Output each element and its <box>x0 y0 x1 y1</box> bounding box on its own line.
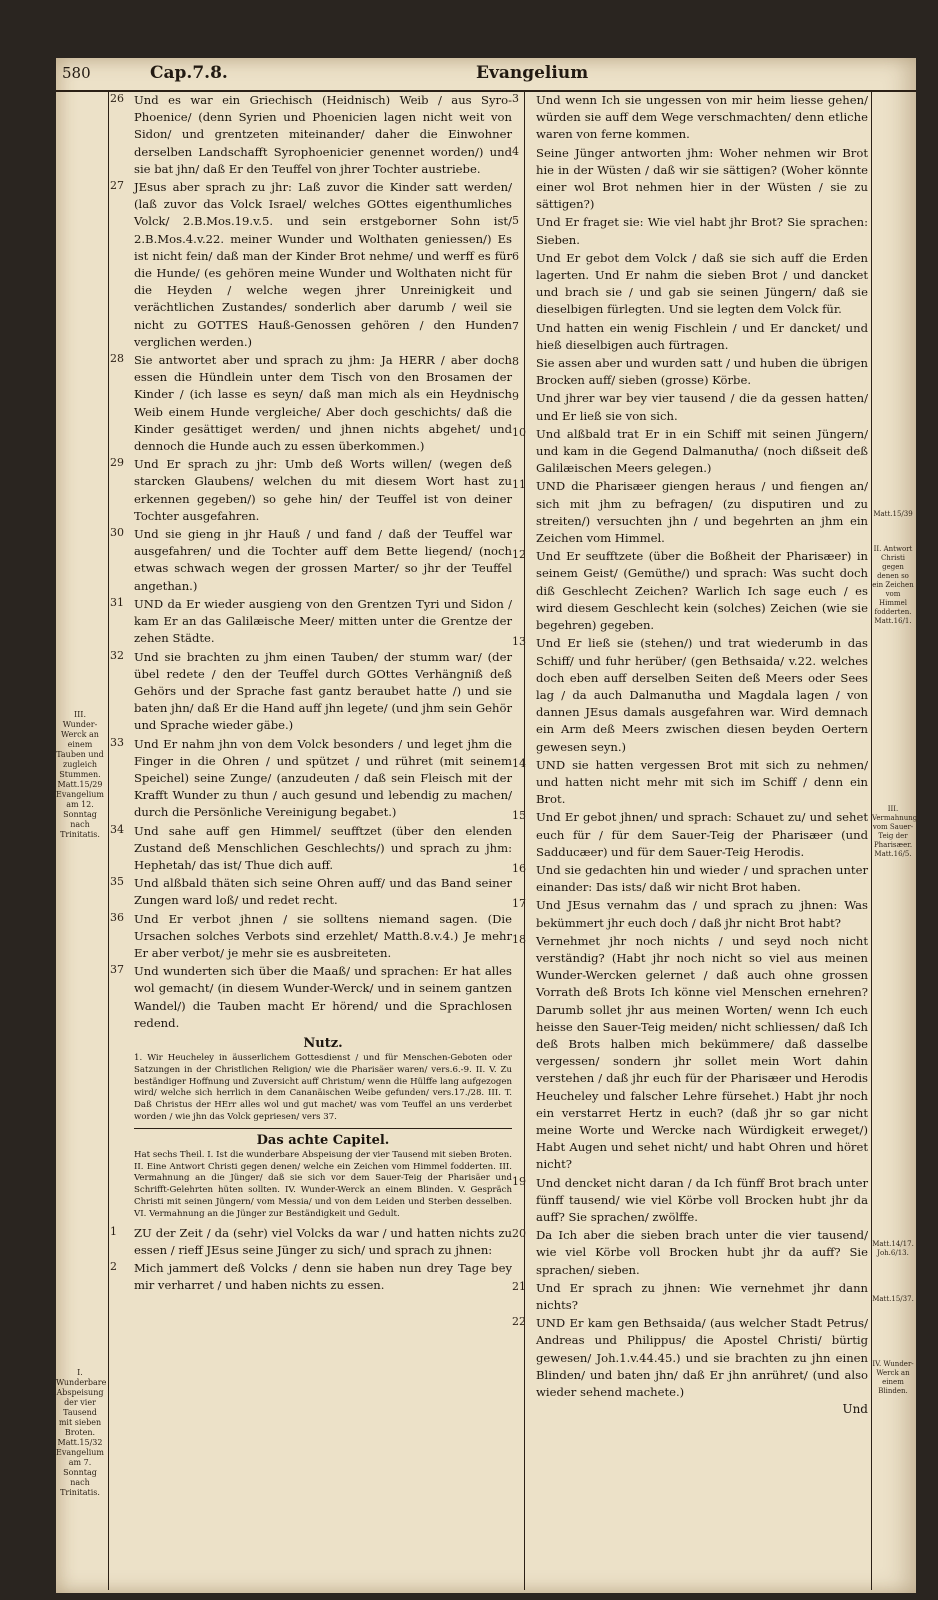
catchword: Und <box>842 1402 868 1417</box>
verse: 7 Und hatten ein wenig Fischlein / und Er dancket/ und hieß dieselbigen auch fürtragen. <box>512 319 868 352</box>
chapter-reference: Cap.7.8. <box>150 63 228 83</box>
margin-note: Matt.15/37. <box>872 1295 914 1303</box>
verse: 14 UND sie hatten vergessen Brot mit sich zu nehmen/ und hatten nicht mehr mit sich im Schiff / denn ein Brot. <box>512 756 868 807</box>
book-page <box>56 58 916 1593</box>
margin-note: Matt.14/17. Joh.6/13. <box>872 1240 914 1257</box>
verse: 3 Und wenn Ich sie ungessen von mir heim liesse gehen/ würden sie auff dem Wege verschmachten/ denn etliche waren von ferne kommen. <box>512 92 868 142</box>
nutz-heading: Nutz. <box>303 1035 343 1051</box>
left-text-column <box>110 92 512 1295</box>
chapter-heading: Das achte Capitel. <box>134 1128 512 1148</box>
margin-note: III. Wunder-Werck an einem Tauben und zugleich Stummen. Matt.15/29 Evangelium am 12. Sonntag nach Trinitatis. <box>56 710 104 839</box>
verse: 27 JEsus aber sprach zu jhr: Laß zuvor die Kinder satt werden/ (laß zuvor das Volck Israel/ welches GOttes eigenthumliches Volck/ 2.B.Mos.19.v.5. und sein erstgeborner Sohn ist/ 2.B.Mos.4.v.22. meiner Wunder und Wolthaten geniessen/) Es ist nicht fein/ daß man der Kinder Brot nehme/ und werff es für die Hunde/ (es gehören meine Wunder und Wolthaten nicht für die Heyden / welche wegen jhrer Unreinigkeit und verächtlichen Zustandes/ sonderlich aber darumb / weil sie nicht zu GOTTES Hauß-Genossen gehören / den Hunden verglichen werden.) <box>110 179 512 349</box>
verse: 12 Und Er seufftzete (über die Boßheit der Pharisæer) in seinem Geist/ (Gemüthe/) und sprach: Was sucht doch diß Geschlecht Zeichen? Warlich Ich sage euch / es wird diesem Geschlecht kein (solches) Zeichen (wie sie begehren) gegeben. <box>512 548 868 633</box>
verse: 35 Und alßbald thäten sich seine Ohren auff/ und das Band seiner Zungen ward loß/ und redet recht. <box>110 875 512 908</box>
verse: 9 Und jhrer war bey vier tausend / die da gessen hatten/ und Er ließ sie von sich. <box>512 390 868 423</box>
verse: 1 ZU der Zeit / da (sehr) viel Volcks da war / und hatten nichts zu essen / rieff JEsus seine Jünger zu sich/ und sprach zu jhnen: <box>110 1224 512 1257</box>
page-number: 580 <box>62 64 91 82</box>
verse: 31 UND da Er wieder ausgieng von den Grentzen Tyri und Sidon / kam Er an das Galilæische Meer/ mitten unter die Grentze der zehen Städte. <box>110 595 512 646</box>
verse: 4 Seine Jünger antworten jhm: Woher nehmen wir Brot hie in der Wüsten / daß wir sie sättigen? (Woher könnte einer wol Brot nehmen hier in der Wüsten / sie zu sättigen?) <box>512 144 868 212</box>
verse: 6 Und Er gebot dem Volck / daß sie sich auff die Erden lagerten. Und Er nahm die sieben Brot / und dancket und brach sie / und gab sie seinen Jüngern/ daß sie dieselbigen fürlegten. Und sie legten dem Volck für. <box>512 249 868 317</box>
verse: 19 Und dencket nicht daran / da Ich fünff Brot brach unter fünff tausend/ wie viel Körbe voll Brocken hubt jhr da auff? Sie sprachen/ zwölffe. <box>512 1174 868 1224</box>
margin-note: II. Antwort Christi gegen denen so ein Zeichen vom Himmel fodderten. Matt.16/1. <box>872 545 914 625</box>
verse: 8 Sie assen aber und wurden satt / und huben die übrigen Brocken auff/ sieben (grosse) Körbe. <box>512 355 868 388</box>
verse: 20 Da Ich aber die sieben brach unter die vier tausend/ wie viel Körbe voll Brocken hubt jhr da auff? Sie sprachen/ sieben. <box>512 1227 868 1277</box>
page-header <box>56 58 916 92</box>
verse: 22 UND Er kam gen Bethsaida/ (aus welcher Stadt Petrus/ Andreas und Philippus/ die Apostel Christi/ bürtig gewesen/ Joh.1.v.44.45.) und sie brachten zu jhn einen Blinden/ und baten jhn/ daß Er jhn anrühret/ (und also wieder sehend machete.) <box>512 1315 868 1400</box>
verse: 13 Und Er ließ sie (stehen/) und trat wiederumb in das Schiff/ und fuhr herüber/ (gen Bethsaida/ v.22. welches doch eben auff derselben Seiten deß Meers oder Sees lag / da auch Dalmanutha und Magdala lagen / von dannen JEsus damals ausgefahren war. Wird demnach ein Arm deß Meers zwischen diesen beyden Oertern gewesen seyn.) <box>512 635 868 754</box>
right-text-column <box>512 92 868 1417</box>
verse: 21 Und Er sprach zu jhnen: Wie vernehmet jhr dann nichts? <box>512 1279 868 1313</box>
margin-note: III. Vermahnung vom Sauer-Teig der Pharisæer. Matt.16/5. <box>872 805 918 858</box>
left-margin <box>56 90 106 1593</box>
verse: 16 Und sie gedachten hin und wieder / und sprachen unter einander: Das ists/ daß wir nicht Brot haben. <box>512 861 868 895</box>
left-margin-rule <box>108 90 109 1590</box>
verse: 33 Und Er nahm jhn von dem Volck besonders / und leget jhm die Finger in die Ohren / und spützet / und rühret (mit seinem Speichel) seine Zunge/ (anzudeuten / daß sein Fleisch mit der Krafft Wunder zu thun / auch gesund und lebendig zu machen/ durch die Persönliche Vereinigung begabet.) <box>110 735 512 820</box>
margin-note: Matt.15/39 <box>873 510 913 518</box>
verse: 29 Und Er sprach zu jhr: Umb deß Worts willen/ (wegen deß starcken Glaubens/ welchen du mit diesem Wort hast zu erkennen gegeben/) so gehe hin/ der Teuffel ist von deiner Tochter ausgefahren. <box>110 456 512 523</box>
verse: 30 Und sie gieng in jhr Hauß / und fand / daß der Teuffel war ausgefahren/ und die Tochter auff dem Bette liegend/ (noch etwas schwach wegen der grossen Marter/ so jhr der Teuffel angethan.) <box>110 526 512 593</box>
margin-note: I. Wunderbare Abspeisung der vier Tausend mit sieben Broten. Matt.15/32 Evangelium am 7. Sonntag nach Trinitatis. <box>56 1368 107 1497</box>
verse: 17 Und JEsus vernahm das / und sprach zu jhnen: Was bekümmert jhr euch doch / daß jhr nicht Brot habt? <box>512 897 868 930</box>
verse: 32 Und sie brachten zu jhm einen Tauben/ der stumm war/ (der übel redete / den der Teuffel durch GOttes Verhängniß deß Gehörs und der Sprache fast gantz beraubet hatte /) und sie baten jhn/ daß Er die Hand auff jhn legete/ (und jhm sein Gehör und Sprache wieder gäbe.) <box>110 648 512 733</box>
verse: 37 Und wunderten sich über die Maaß/ und sprachen: Er hat alles wol gemacht/ (in diesem Wunder-Werck/ und in seinem gantzen Wandel/) die Tauben macht Er hörend/ und die Sprachlosen redend. <box>110 963 512 1030</box>
verse: 26 Und es war ein Griechisch (Heidnisch) Weib / aus Syro-Phoenice/ (denn Syrien und Phoenicien lagen nicht weit von Sidon/ und grentzeten miteinander/ daher die Einwohner derselben Landschafft Syrophoenicier genennet worden/) und sie bat jhn/ daß Er den Teuffel von jhrer Tochter austriebe. <box>110 92 512 176</box>
verse: 18 Vernehmet jhr noch nichts / und seyd noch nicht verständig? (Habt jhr noch nicht so viel aus meinen Wunder-Wercken gelernet / daß auch ohne grossen Vorrath deß Brots Ich könne viel Menschen ernehren? Darumb sollet jhr aus meinen Worten/ wenn Ich euch heisse den Sauer-Teig meiden/ nicht schliessen/ daß Ich deß Brots halben mich bekümmere/ daß dasselbe vergessen/ sondern jhr sollet mein Wort dahin verstehen / daß jhr euch für der Pharisæer und Herodis Heucheley und falscher Lehre fürsehet.) Habt jhr noch ein verstarret Hertz in euch? (daß jhr so gar nicht meine Worte und Wercke nach Würdigkeit erweget/) Habt Augen und sehet nicht/ und habt Ohren und höret nicht? <box>512 932 868 1172</box>
verse: 2 Mich jammert deß Volcks / denn sie haben nun drey Tage bey mir verharret / und haben nichts zu essen. <box>110 1259 512 1293</box>
nutz-text: 1. Wir Heucheley in äusserlichem Gottesdienst / und für Menschen-Geboten oder Satzungen in der Christlichen Religion/ wie die Pharisäer waren/ vers.6.-9. II. V. Zu beständiger Hoffnung und Zuversicht auff Christum/ wenn die Hülffe lang aufgezogen wird/ welche sich herrlich in dem Cananäischen Weibe gefunden/ vers.17./28. III. T. Daß Christus der HErr alles wol und gut machet/ was vom Teuffel an uns verderbet worden / wie jhn das Volck gepriesen/ vers 37. <box>134 1052 512 1122</box>
chapter-summary: Hat sechs Theil. I. Ist die wunderbare Abspeisung der vier Tausend mit sieben Broten. II. Eine Antwort Christi gegen denen/ welche ein Zeichen vom Himmel fodderten. III. Vermahnung an die Jünger/ daß sie sich vor dem Sauer-Teig der Pharisäer und Schrifft-Gelehrten hüten sollten. IV. Wunder-Werck an einem Blinden. V. Gespräch Christi mit seinen Jüngern/ vom Messia/ und von dem Leiden und Sterben desselben. VI. Vermahnung an die Jünger zur Beständigkeit und Gedult. <box>134 1149 512 1219</box>
verse: 28 Sie antwortet aber und sprach zu jhm: Ja HERR / aber doch essen die Hündlein unter dem Tisch von den Brosamen der Kinder / (ich lasse es seyn/ daß man mich als ein Heydnisch Weib einem Hunde vergleiche/ Aber doch geschichts/ daß die Kinder gesättiget werden/ und jhnen nichts abgehet/ und dennoch die Hunde auch zu essen überkommen.) <box>110 352 512 454</box>
column-divider <box>524 90 525 1590</box>
verse: 34 Und sahe auff gen Himmel/ seufftzet (über den elenden Zustand deß Menschlichen Geschlechts/) und sprach zu jhm: Hephetah/ das ist/ Thue dich auff. <box>110 822 512 872</box>
verse: 10 Und alßbald trat Er in ein Schiff mit seinen Jüngern/ und kam in die Gegend Dalmanutha/ (noch dißseit deß Galilæischen Meers gelegen.) <box>512 425 868 476</box>
right-margin <box>872 90 916 1593</box>
running-title: Evangelium <box>476 63 589 83</box>
verse: 36 Und Er verbot jhnen / sie solltens niemand sagen. (Die Ursachen solches Verbots sind erzehlet/ Matth.8.v.4.) Je mehr Er aber verbot/ je mehr sie es ausbreiteten. <box>110 910 512 960</box>
verse: 15 Und Er gebot jhnen/ und sprach: Schauet zu/ und sehet euch für / für dem Sauer-Teig der Pharisæer (und Sadducæer) und für dem Sauer-Teig Herodis. <box>512 809 868 859</box>
margin-note: IV. Wunder-Werck an einem Blinden. <box>872 1360 914 1395</box>
verse: 5 Und Er fraget sie: Wie viel habt jhr Brot? Sie sprachen: Sieben. <box>512 214 868 247</box>
verse: 11 UND die Pharisæer giengen heraus / und fiengen an/ sich mit jhm zu befragen/ (zu disputiren und zu streiten/) versuchten jhn / und begehrten an jhm ein Zeichen vom Himmel. <box>512 478 868 546</box>
